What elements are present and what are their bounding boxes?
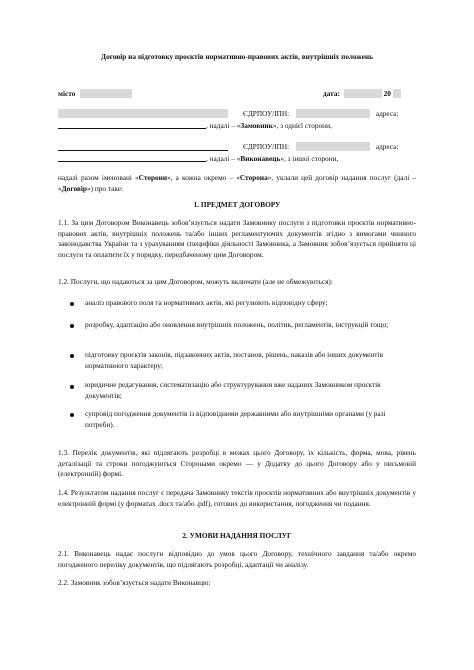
party1-name-field[interactable] [58,109,228,118]
clause-1-2: 1.2. Послуги, що надаються за цим Договором, можуть включати (але не обмежуються): [58,277,333,286]
bullet-item: супровід погодження документів із відповідними державними або внутрішніми органами (у разі потреби). [85,409,386,429]
clause-1-1: 1.1. За цим Договором Виконавець зобов’язується надати Замовнику послуги з підготовки проєктів нормативно-правових актів, внутрішніх положень та/або інших регламентуючих документів згідно з вимогами чинного законодавства України та з урахуванням специфіки діяльності Замовника, а Замовник зобов’язується прийняти ці послуги та оплатити їх у порядку, передбаченому цим Договором. [58,218,416,259]
date-label [323,89,401,100]
bullet-item: розробку, адаптацію або оновлення внутрішніх положень, політик, регламентів, інструкцій тощо; [85,320,389,329]
intro-part1: надалі разом іменовані « [58,173,139,182]
date-field[interactable] [344,89,382,98]
intro-part3: », уклали цей договір надання послуг (далі – « [58,173,417,193]
party2-code-field[interactable] [296,142,370,151]
party2-role: Виконавець [240,154,281,163]
party2-code [243,142,398,153]
party1-address-label: адреса: [375,109,399,118]
bullet-marker [70,324,74,328]
party1-code [243,109,398,120]
date-label-text: дата: [323,89,340,98]
party2-line1 [58,142,228,154]
party2-role-post: », з іншої сторони, [280,154,339,163]
party1-line1 [58,109,228,120]
year-suffix-field[interactable] [393,89,401,98]
intro-part4: ») про таке: [86,183,124,193]
party1-address-line[interactable] [58,120,206,129]
section2-title: 2. УМОВИ НАДАННЯ ПОСЛУГ [182,531,292,540]
party1-role-post: », з однієї сторони, [272,121,332,130]
party1-line2 [58,120,332,132]
party2-code-label: ЄДРПОУ/ІПН: [243,142,290,151]
party1-role: Замовник [240,121,273,130]
party1-role-pre: , надалі – « [206,121,241,130]
party2-address-label: адреса: [375,142,399,151]
place-label-text: місто [58,89,76,98]
clause-1-3: 1.3. Перелік документів, які підлягають розробці в межах цього Договору, їх кількість, форма, мова, рівень деталізації та строки погоджуються Сторонами окремо — у Додатку до цього Договору або у письмовій (електронній) формі. [58,448,416,479]
intro-term-contract: Договір [61,183,87,193]
intro-term-party: Сторона [239,173,268,182]
party2-line2 [58,153,338,165]
party2-address-line[interactable] [58,153,206,162]
party1-code-label: ЄДРПОУ/ІПН: [243,109,290,118]
party1-code-field[interactable] [296,109,370,118]
date-year: 20 [383,89,391,98]
bullet-marker [70,354,74,358]
bullet-marker [70,413,74,417]
clause-2-1: 2.1. Виконавець надає послуги відповідно до умов цього Договору, технічного завдання та/або окремо погодженого переліку документів, що підлягають розробці, адаптації чи аналізу. [58,549,416,569]
place-field[interactable] [80,89,132,98]
intro-part2: », а кожна окремо – « [167,173,240,182]
intro-term-parties: Сторони [138,173,168,182]
bullet-item: аналіз правового поля та нормативних актів, які регулюють відповідну сферу; [85,298,328,307]
bullet-marker [70,302,74,306]
bullet-item: юридичне редагування, систематизацію або структурування вже наданих Замовником проєктів документів; [85,380,381,400]
document-title: Договір на підготовку проєктів нормативно-правових актів, внутрішніх положень [101,52,373,61]
section1-title: 1. ПРЕДМЕТ ДОГОВОРУ [193,200,281,209]
party2-name-line[interactable] [58,142,228,151]
bullet-item: підготовку проєктів законів, підзаконних актів, постанов, рішень, наказів або інших документів нормативного характеру; [85,350,383,370]
intro-paragraph [58,173,416,194]
place-label [58,89,132,100]
clause-2-2: 2.2. Замовник зобов’язується надати Виконавцю: [58,578,211,587]
bullet-marker [70,385,74,389]
clause-1-4: 1.4. Результатом надання послуг є передача Замовнику текстів проєктів нормативних або внутрішніх документів у електронній формі (у форматах .docx та/або .pdf), готових до використання, погодження чи подання. [58,488,416,508]
party2-role-pre: , надалі – « [206,154,241,163]
